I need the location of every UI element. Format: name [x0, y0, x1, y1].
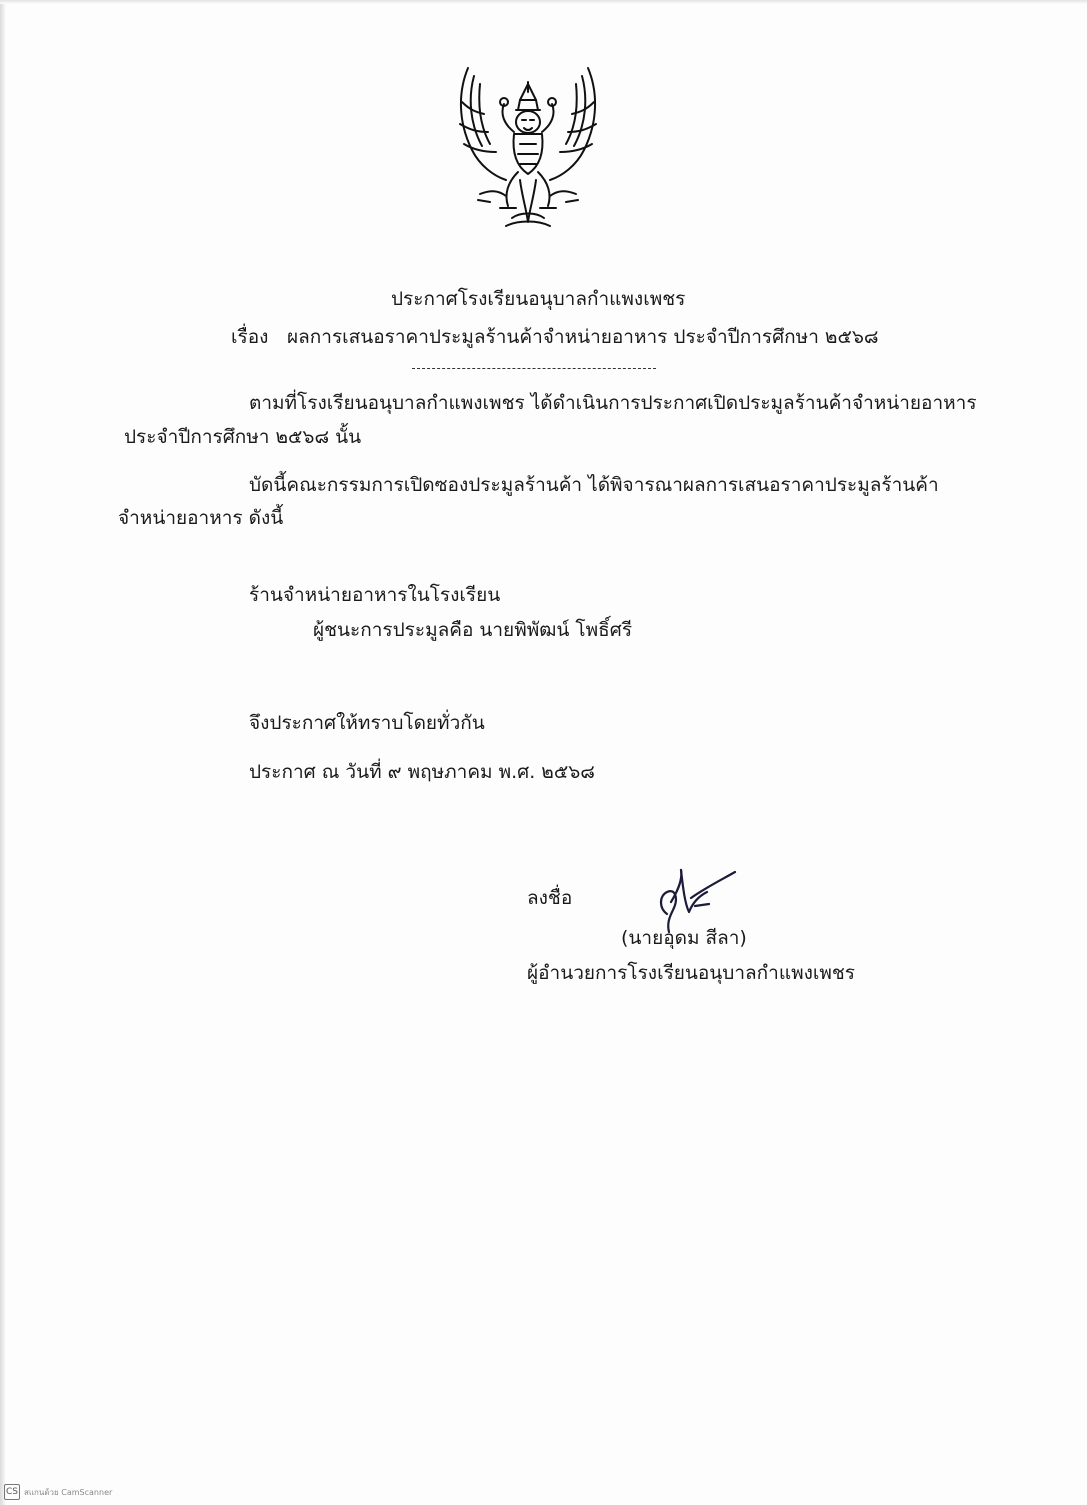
signer-position: ผู้อำนวยการโรงเรียนอนุบาลกำแพงเพชร: [527, 962, 856, 984]
paragraph-2-line-1: บัดนี้คณะกรรมการเปิดซองประมูลร้านค้า ได้พิจารณาผลการเสนอราคาประมูลร้านค้า: [249, 474, 939, 496]
paragraph-1-line-2: ประจำปีการศึกษา ๒๕๖๘ นั้น: [124, 426, 362, 448]
winner-line: ผู้ชนะการประมูลคือ นายพิพัฒน์ โพธิ์ศรี: [313, 619, 633, 641]
paragraph-1-line-1: ตามที่โรงเรียนอนุบาลกำแพงเพชร ได้ดำเนินการประกาศเปิดประมูลร้านค้าจำหน่ายอาหาร: [249, 392, 977, 414]
document-heading: ประกาศโรงเรียนอนุบาลกำแพงเพชร: [391, 288, 686, 310]
scan-edge-top: [0, 0, 1087, 4]
signer-name: (นายอุดม สีลา): [621, 927, 747, 949]
notice-text: จึงประกาศให้ทราบโดยทั่วกัน: [249, 712, 485, 734]
camscanner-logo: CS: [4, 1484, 20, 1500]
sign-label: ลงชื่อ: [527, 887, 573, 909]
subject-label: เรื่อง: [231, 326, 269, 348]
garuda-emblem-icon: [450, 62, 606, 232]
paragraph-2-line-2: จำหน่ายอาหาร ดังนี้: [118, 507, 284, 529]
subject-text: ผลการเสนอราคาประมูลร้านค้าจำหน่ายอาหาร ประจำปีการศึกษา ๒๕๖๘: [287, 326, 879, 348]
scan-edge-left: [0, 0, 6, 1505]
camscanner-text: สแกนด้วย CamScanner: [24, 1487, 113, 1497]
heading-divider: [412, 368, 656, 369]
scanner-watermark: [4, 1484, 112, 1500]
date-line: ประกาศ ณ วันที่ ๙ พฤษภาคม พ.ศ. ๒๕๖๘: [249, 761, 595, 783]
shop-title: ร้านจำหน่ายอาหารในโรงเรียน: [249, 584, 501, 606]
